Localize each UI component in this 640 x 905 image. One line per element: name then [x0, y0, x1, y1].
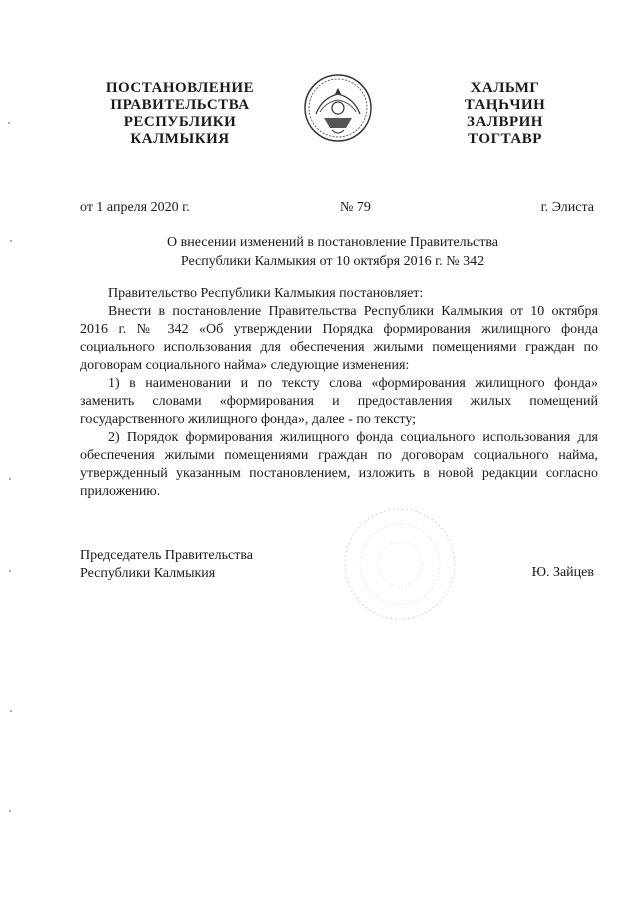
body-paragraph: Правительство Республики Калмыкия постановляет: [108, 286, 424, 301]
header-right-title [440, 80, 570, 148]
title-line: О внесении изменений в постановление Правительства [166, 235, 499, 250]
header-right-line: ХАЛЬМГ [470, 80, 540, 96]
scan-speck [9, 810, 11, 812]
scan-speck [10, 710, 12, 712]
stamp-icon [340, 505, 460, 623]
title-line: Республики Калмыкия от 10 октября 2016 г. № 342 [180, 254, 485, 269]
header-right-line: ТОГТАВР [468, 131, 542, 147]
header-right-line: ЗАЛВРИН [467, 114, 543, 130]
document-title [120, 233, 545, 271]
document-city: г. Элиста [540, 200, 594, 215]
scan-speck [10, 240, 12, 242]
signatory-position-line: Республики Калмыкия [80, 566, 216, 581]
emblem-icon [302, 72, 374, 144]
scan-speck [8, 122, 10, 124]
header-left-title [100, 80, 260, 148]
signatory-position-line: Председатель Правительства [80, 548, 253, 563]
header-left-line: ПОСТАНОВЛЕНИЕ [105, 80, 255, 96]
body-paragraph: Внести в постановление Правительства Республики Калмыкия от 10 октября 2016 г. № 342 «Об утверждении Порядка формирования жилищного фонда социального использования для обеспечения жилыми помещениями граждан по договорам социального найма» следующие изменения: [80, 304, 598, 373]
header-left-line: РЕСПУБЛИКИ [123, 114, 237, 130]
signatory-position [80, 547, 253, 583]
scan-speck [9, 570, 11, 572]
document-body [80, 285, 598, 501]
signatory-name: Ю. Зайцев [531, 565, 594, 580]
body-paragraph: 2) Порядок формирования жилищного фонда социального использования для обеспечения жилыми помещениями граждан по договорам социального найма, утвержденный указанным постановлением, изложить в новой редакции согласно приложению. [80, 430, 598, 499]
header-left-line: ПРАВИТЕЛЬСТВА [110, 97, 250, 113]
document-number: № 79 [340, 200, 371, 215]
header-left-line: КАЛМЫКИЯ [130, 131, 230, 147]
scan-speck [9, 478, 11, 480]
header-right-line: ТАҢҺЧИН [464, 97, 546, 113]
document-date: от 1 апреля 2020 г. [80, 200, 190, 215]
body-paragraph: 1) в наименовании и по тексту слова «формирования жилищного фонда» заменить словами «формирования и предоставления жилых помещений государственного жилищного фонда», далее - по тексту; [80, 376, 598, 427]
